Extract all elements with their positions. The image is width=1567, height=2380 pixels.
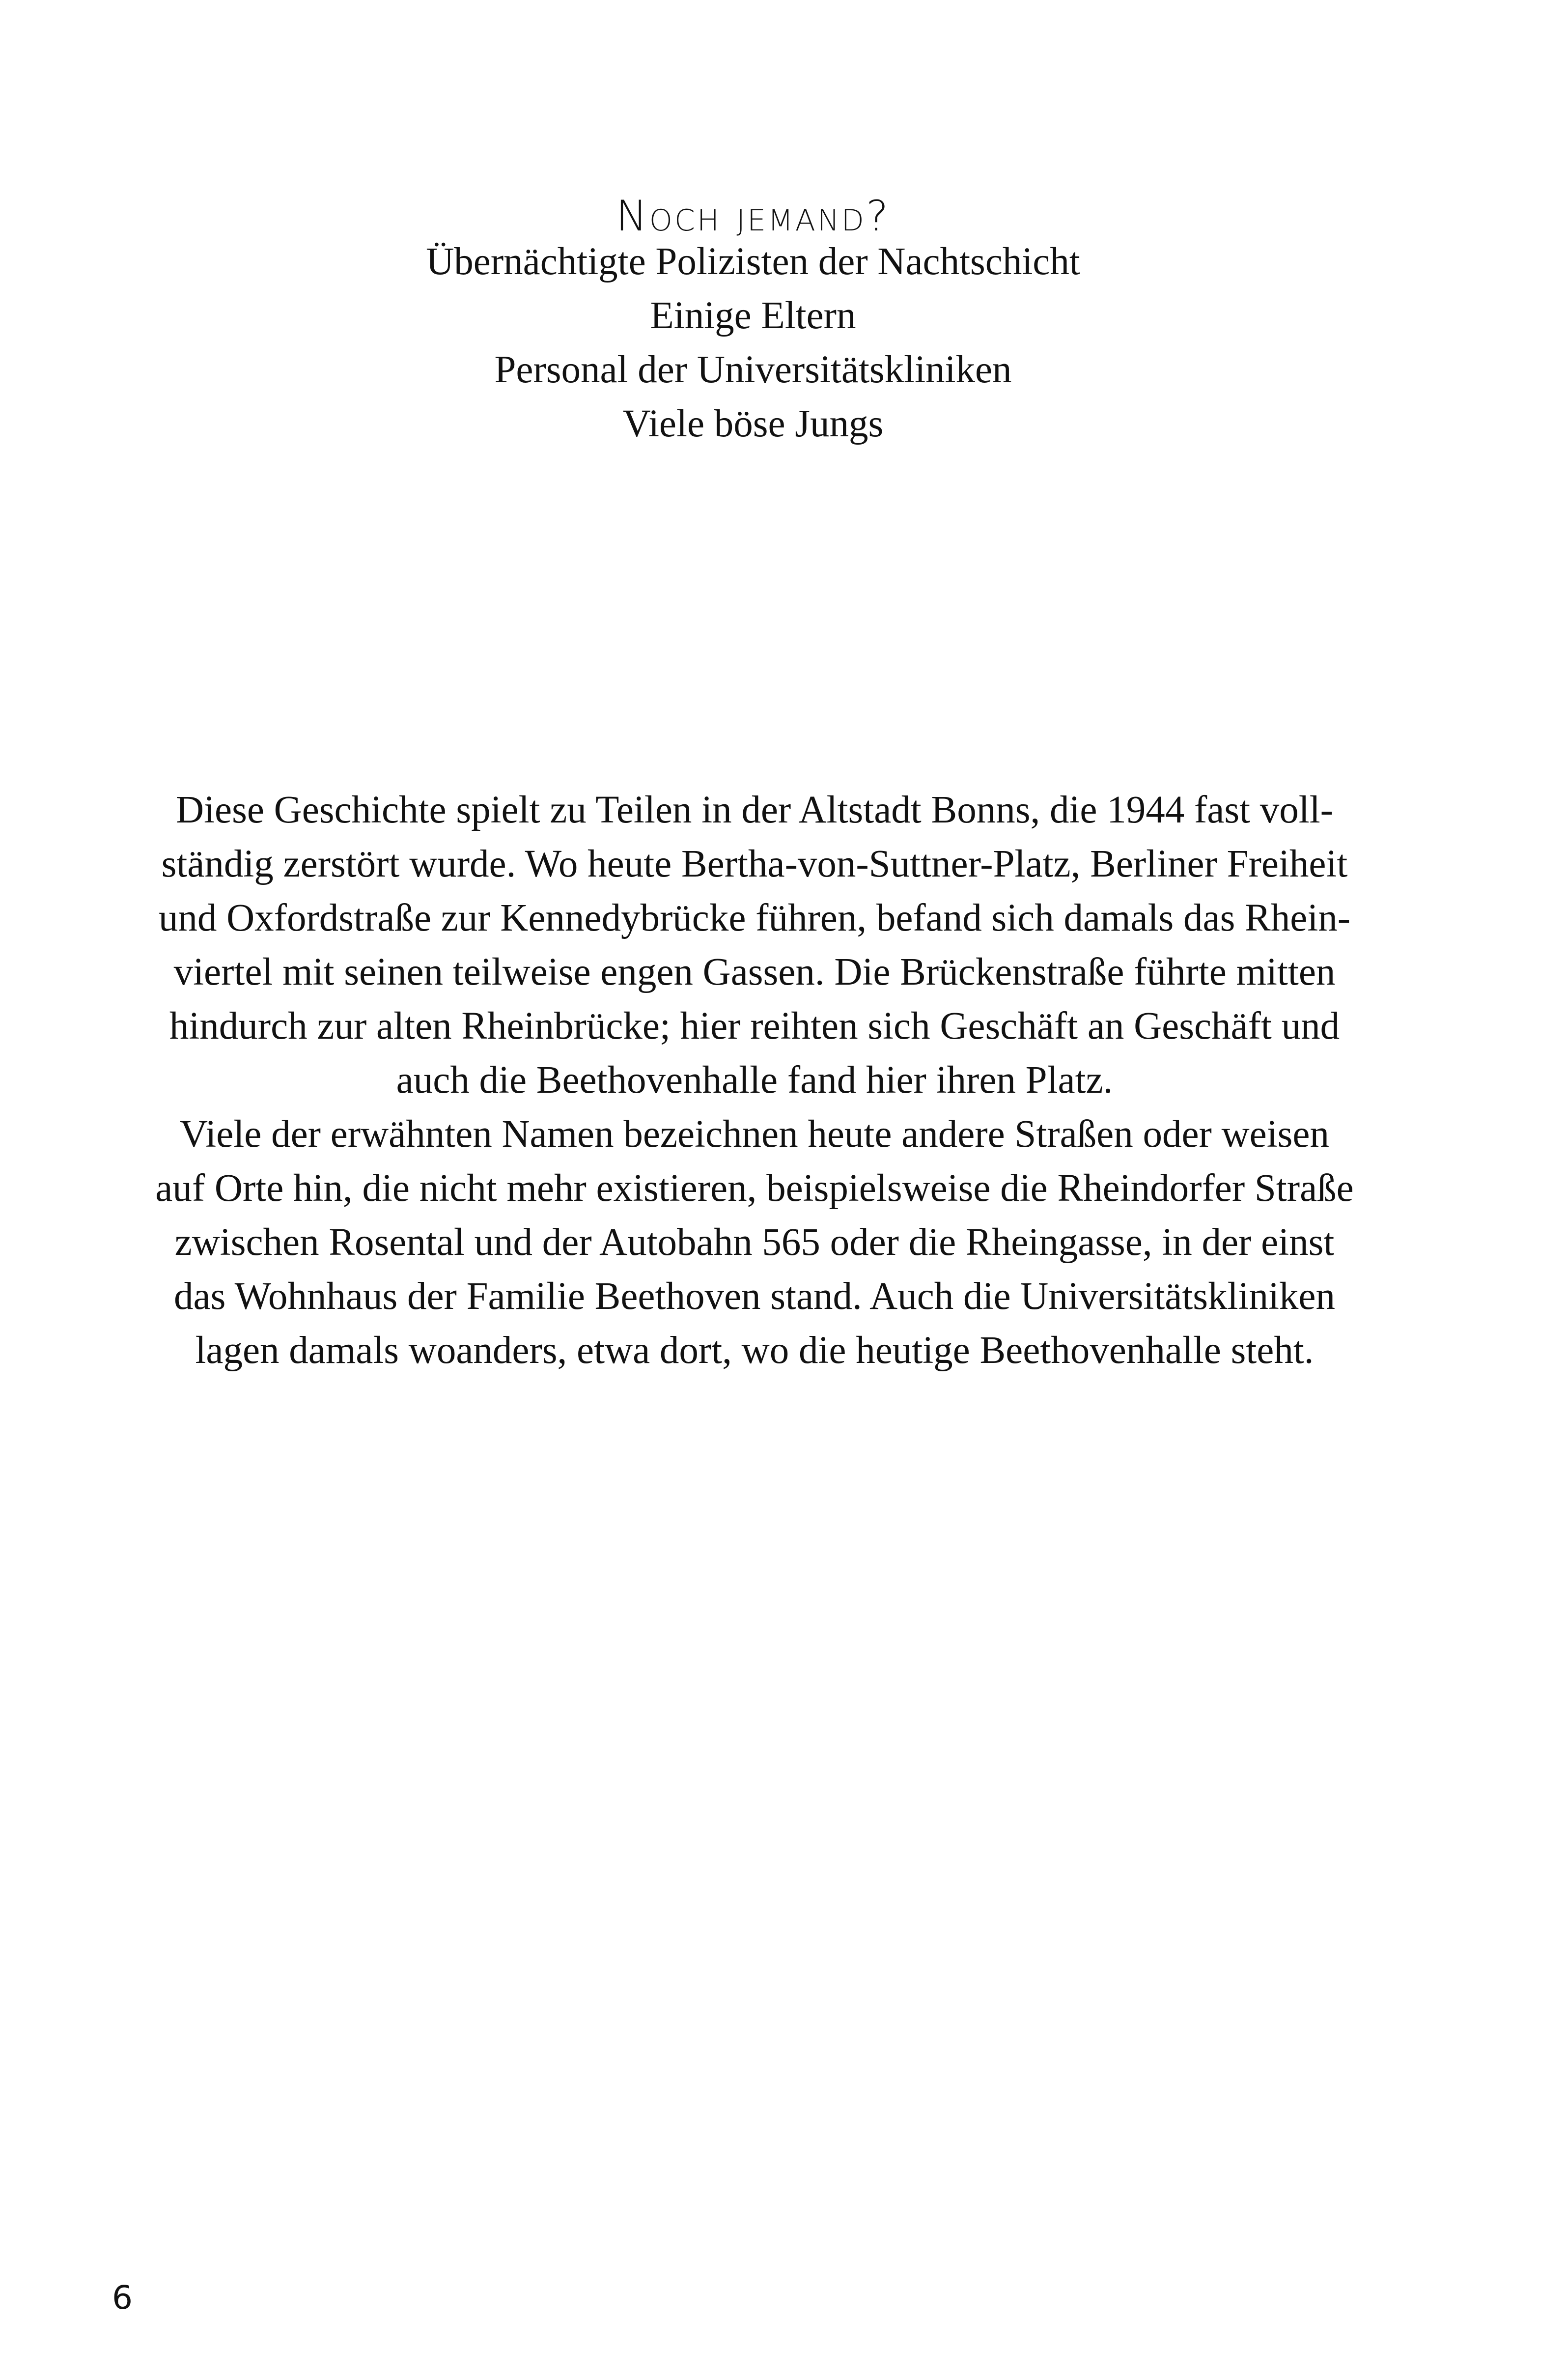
text-line: hindurch zur alten Rheinbrücke; hier reihten sich Geschäft an Geschäft und bbox=[169, 1005, 1340, 1048]
text-line: auch die Beethovenhalle fand hier ihren Platz. bbox=[396, 1059, 1113, 1102]
cast-item: Übernächtigte Polizisten der Nachtschicht bbox=[426, 240, 1080, 283]
text-line: ständig zerstört wurde. Wo heute Bertha-von-Suttner-Platz, Berliner Freiheit bbox=[161, 843, 1348, 885]
text-line: zwischen Rosental und der Autobahn 565 oder die Rheingasse, in der einst bbox=[174, 1221, 1335, 1264]
text-line: und Oxfordstraße zur Kennedybrücke führen, befand sich damals das Rhein- bbox=[158, 897, 1351, 939]
text-line: auf Orte hin, die nicht mehr existieren, beispielsweise die Rheindorfer Straße bbox=[155, 1167, 1354, 1210]
text-line: das Wohnhaus der Familie Beethoven stand. Auch die Universitätskliniken bbox=[174, 1275, 1335, 1318]
text-line: viertel mit seinen teilweise engen Gassen. Die Brückenstraße führte mitten bbox=[173, 951, 1336, 993]
cast-item: Einige Eltern bbox=[650, 294, 856, 337]
text-line: lagen damals woanders, etwa dort, wo die heutige Beethovenhalle steht. bbox=[195, 1329, 1314, 1372]
historical-note bbox=[116, 783, 1393, 1378]
note-paragraph-1 bbox=[116, 783, 1393, 1107]
cast-item: Viele böse Jungs bbox=[622, 402, 884, 445]
cast-list bbox=[0, 235, 1506, 451]
page-number: 6 bbox=[112, 2279, 133, 2317]
section-heading: Noch jemand? bbox=[616, 192, 891, 241]
text-line: Viele der erwähnten Namen bezeichnen heute andere Straßen oder weisen bbox=[180, 1113, 1329, 1156]
cast-item: Personal der Universitätskliniken bbox=[494, 348, 1012, 391]
text-line: Diese Geschichte spielt zu Teilen in der Altstadt Bonns, die 1944 fast voll- bbox=[176, 789, 1333, 831]
note-paragraph-2 bbox=[116, 1107, 1393, 1378]
